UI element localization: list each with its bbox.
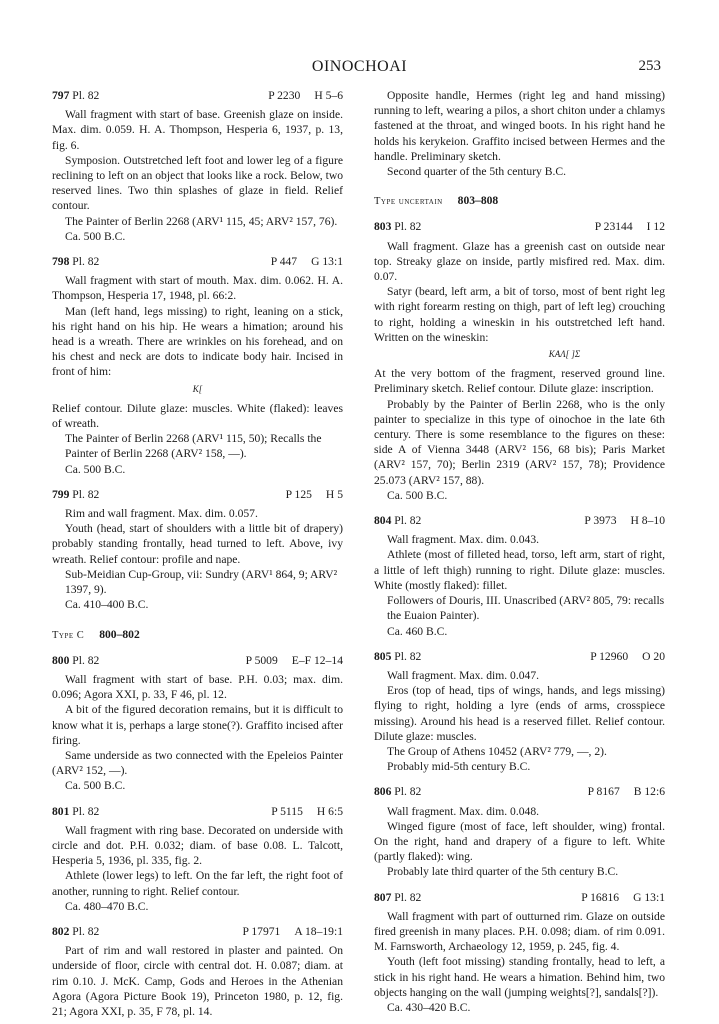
deposit-ref: G 13:1 — [311, 255, 343, 269]
plate-ref: Pl. 82 — [394, 514, 422, 528]
deposit-ref: H 8–10 — [630, 514, 665, 528]
entry-subject: Youth (head, start of shoulders with a little bit of drapery) probably standing frontally, head turned to left. Above, ivy wreath. Relief contour: profile and nape. — [52, 522, 343, 566]
inscription-glyph: Κ[ — [192, 383, 203, 394]
entry-date: Ca. 500 B.C. — [65, 462, 126, 476]
entry-attribution: Sub-Meidian Cup-Group, vii: Sundry (ARV¹ 864, 9; ARV² 1397, 9). — [65, 567, 338, 597]
entry-heading — [52, 254, 343, 269]
entry-technique: At the very bottom of the fragment, reserved ground line. Preliminary sketch. Relief contour. Dilute glaze: inscription. — [374, 367, 665, 396]
inventory-number: P 2230 — [268, 89, 301, 102]
running-title: OINOCHOAI — [311, 58, 408, 75]
entry-number: 806 — [374, 785, 392, 799]
entry-description: Rim and wall fragment. Max. dim. 0.057. — [65, 507, 258, 521]
inventory-number: P 17971 — [242, 924, 281, 938]
entry-attribution: The Painter of Berlin 2268 (ARV¹ 115, 45; ARV² 157, 76). — [65, 214, 338, 228]
entry-subject: Man (left hand, legs missing) to right, leaning on a stick, his right hand on his hip. He wears a himation; around his head is a wreath. There are wrinkles on his forehead, and on his chest and neck are dots to indicate body hair. Incised in front of him: — [52, 304, 343, 379]
inventory-number: P 3973 — [584, 514, 617, 528]
entry-subject: A bit of the figured decoration remains, but it is difficult to know what it is, perhaps a large stone(?). Graffito incised after firing. — [52, 703, 343, 747]
entry-heading — [52, 88, 343, 103]
deposit-ref: H 6:5 — [316, 804, 343, 818]
entry-number: 801 — [52, 804, 70, 818]
entry-description: Wall fragment. Max. dim. 0.043. — [387, 533, 540, 547]
deposit-ref: H 5 — [325, 487, 343, 501]
entry-number: 797 — [52, 89, 70, 102]
catalogue-entry-799 — [52, 487, 343, 613]
catalogue-entry-798 — [52, 254, 343, 477]
entry-date: Second quarter of the 5th century B.C. — [387, 165, 567, 179]
entry-number: 799 — [52, 487, 70, 501]
entry-number: 805 — [374, 649, 392, 663]
plate-ref: Pl. 82 — [72, 255, 100, 269]
entry-heading — [52, 924, 343, 939]
entry-attribution: The Painter of Berlin 2268 (ARV¹ 115, 50); Recalls the Painter of Berlin 2268 (ARV² 158, —). — [65, 432, 322, 461]
entry-subject: Athlete (lower legs) to left. On the far left, the right foot of another, running to right. Relief contour. — [52, 869, 343, 898]
entry-heading — [374, 649, 665, 664]
inventory-number: P 5009 — [245, 653, 278, 667]
type-heading — [52, 627, 343, 643]
plate-ref: Pl. 82 — [72, 653, 100, 667]
inscription-glyph: ΚΑΛ[ ]Σ — [548, 349, 581, 360]
entry-subject: Eros (top of head, tips of wings, hands, and legs missing) flying to right, holding a lyre (ends of arms, crosspiece missing). Around his head is a reserved fillet. Relief contour. Dilute glaze: muscles. — [374, 684, 665, 743]
entry-number: 802 — [52, 924, 70, 938]
catalogue-entry-803 — [374, 219, 665, 503]
plate-ref: Pl. 82 — [394, 220, 422, 234]
plate-ref: Pl. 82 — [72, 487, 100, 501]
deposit-ref: I 12 — [646, 220, 665, 234]
plate-ref: Pl. 82 — [394, 785, 422, 799]
entry-subject: Opposite handle, Hermes (right leg and hand missing) running to left, wearing a pilos, a short chiton under a chlamys fastened at the throat, and winged boots. In his right hand he holds his kerykeion. Graffito incised between Hermes and the handle. Preliminary sketch. — [374, 89, 665, 163]
entry-date: Ca. 500 B.C. — [65, 229, 126, 243]
type-heading — [374, 193, 665, 209]
entry-date: Ca. 480–470 B.C. — [65, 899, 149, 913]
inventory-number: P 8167 — [587, 785, 620, 799]
entry-description: Wall fragment with part of outturned rim. Glaze on outside fired greenish in many places. P.H. 0.098; diam. of rim 0.091. M. Farnsworth, Archaeology 12, 1959, p. 245, fig. 4. — [374, 909, 665, 954]
catalogue-entry-806 — [374, 784, 665, 879]
entry-number: 800 — [52, 653, 70, 667]
entry-attribution: Followers of Douris, III. Unascribed (ARV² 805, 79: recalls the Euaion Painter). — [387, 594, 665, 623]
plate-ref: Pl. 82 — [72, 804, 100, 818]
entry-date: Ca. 500 B.C. — [387, 488, 448, 502]
inventory-number: P 125 — [285, 487, 312, 501]
catalogue-entry-802-continued — [374, 88, 665, 179]
catalogue-entry-802 — [52, 924, 343, 1019]
type-range: 800–802 — [99, 627, 140, 641]
page-header — [0, 58, 719, 78]
inventory-number: P 16816 — [581, 890, 620, 904]
entry-attribution: The Group of Athens 10452 (ARV² 779, —, 2). — [387, 744, 607, 758]
deposit-ref: E–F 12–14 — [291, 653, 343, 667]
entry-description: Wall fragment with start of base. Greenish glaze on inside. Max. dim. 0.059. H. A. Thompson, Hesperia 6, 1937, p. 13, fig. 6. — [52, 108, 343, 152]
entry-subject: Youth (left foot missing) standing frontally, head to left, a stick in his right hand. He wears a himation. Behind him, two objects hanging on the wall (jumping weights[?], sandals[?]). — [374, 955, 665, 999]
catalogue-entry-801 — [52, 804, 343, 914]
deposit-ref: G 13:1 — [633, 890, 665, 904]
entry-heading — [374, 513, 665, 528]
entry-subject: Athlete (most of filleted head, torso, left arm, start of right, a little of left thigh) running to right. Dilute glaze: muscles. White (mostly flaked): fillet. — [374, 548, 665, 592]
entry-number: 804 — [374, 514, 392, 528]
entry-date: Probably mid-5th century B.C. — [387, 760, 531, 774]
entry-description: Wall fragment. Max. dim. 0.047. — [387, 668, 540, 682]
catalogue-entry-804 — [374, 513, 665, 639]
type-label: Type uncertain — [374, 196, 443, 208]
entry-comparison: Same underside as two connected with the Epeleios Painter (ARV² 152, —). — [52, 748, 343, 778]
entry-date: Probably late third quarter of the 5th century B.C. — [387, 865, 619, 879]
inventory-number: P 5115 — [271, 804, 303, 818]
entry-heading — [374, 219, 665, 234]
entry-heading — [52, 653, 343, 668]
entry-description: Wall fragment with ring base. Decorated on underside with circle and dot. P.H. 0.032; diam. of base 0.08. L. Talcott, Hesperia 5, 1936, pl. 335, fig. 2. — [52, 823, 343, 868]
left-column — [52, 88, 343, 1019]
catalogue-entry-800 — [52, 653, 343, 794]
entry-heading — [52, 804, 343, 819]
plate-ref: Pl. 82 — [72, 924, 100, 938]
plate-ref: Pl. 82 — [394, 649, 422, 663]
plate-ref: Pl. 82 — [394, 890, 422, 904]
entry-description: Wall fragment. Glaze has a greenish cast on outside near top. Streaky glaze on inside, partly misfired red. Max. dim. 0.07. — [374, 239, 665, 284]
entry-number: 807 — [374, 890, 392, 904]
entry-date: Ca. 430–420 B.C. — [387, 1000, 471, 1014]
deposit-ref: H 5–6 — [314, 89, 343, 102]
entry-description: Wall fragment. Max. dim. 0.048. — [387, 804, 540, 818]
entry-subject: Winged figure (most of face, left shoulder, wing) frontal. On the right, hand and drapery of a figure to left. White (partly flaked): wing. — [374, 819, 665, 864]
entry-technique: Relief contour. Dilute glaze: muscles. White (flaked): leaves of wreath. — [52, 401, 343, 431]
entry-attribution-discussion: Probably by the Painter of Berlin 2268, who is the only painter to specialize in this type of oinochoe in the late 6th century. There is some resemblance to the figures on these: side A of Vienna 3448 (ARV² 156, 68 bis); Paris Market (ARV² 157, 70); Berlin 2319 (ARV² 157, 78); Providence 25.073 (ARV² 157, 88). — [374, 397, 665, 487]
type-label: Type C — [52, 629, 85, 641]
entry-number: 798 — [52, 255, 70, 269]
plate-ref: Pl. 82 — [72, 89, 100, 102]
entry-description: Wall fragment with start of base. P.H. 0.03; max. dim. 0.096; Agora XXI, p. 33, F 46, pl. 12. — [52, 672, 343, 702]
deposit-ref: B 12:6 — [633, 785, 665, 799]
inventory-number: P 447 — [270, 255, 298, 269]
entry-heading — [52, 487, 343, 502]
entry-description: Part of rim and wall restored in plaster and painted. On underside of floor, circle with central dot. H. 0.087; diam. at rim 0.10. J. McK. Camp, Gods and Heroes in the Athenian Agora (Agora Picture Book 19), Princeton 1980, p. 12, fig. 21; Agora XXI, p. 35, F 78, pl. 14. — [52, 944, 343, 1018]
deposit-ref: A 18–19:1 — [294, 924, 343, 938]
page-number: 253 — [638, 58, 661, 74]
catalogue-entry-797 — [52, 88, 343, 244]
entry-number: 803 — [374, 220, 392, 234]
type-range: 803–808 — [457, 194, 499, 208]
entry-description: Wall fragment with start of mouth. Max. dim. 0.062. H. A. Thompson, Hesperia 17, 1948, pl. 66:2. — [52, 274, 343, 303]
entry-date: Ca. 410–400 B.C. — [65, 598, 149, 612]
inventory-number: P 23144 — [594, 220, 633, 234]
entry-heading — [374, 784, 665, 799]
entry-date: Ca. 460 B.C. — [387, 624, 448, 638]
inventory-number: P 12960 — [590, 649, 629, 663]
catalogue-entry-807 — [374, 890, 665, 1016]
entry-subject: Symposion. Outstretched left foot and lower leg of a figure reclining to left on an object that looks like a rock. Below, two reserved lines. Two thin splashes of glaze in field. Relief contour. — [52, 153, 343, 213]
right-column — [374, 88, 665, 1015]
entry-date: Ca. 500 B.C. — [65, 779, 126, 793]
deposit-ref: O 20 — [642, 649, 665, 663]
entry-heading — [374, 890, 665, 905]
entry-subject: Satyr (beard, left arm, a bit of torso, most of bent right leg with right forearm resting on thigh, part of left leg) crouching to right, holding a wineskin in his outstretched left hand. Written on the wineskin: — [374, 285, 665, 344]
catalogue-entry-805 — [374, 649, 665, 775]
